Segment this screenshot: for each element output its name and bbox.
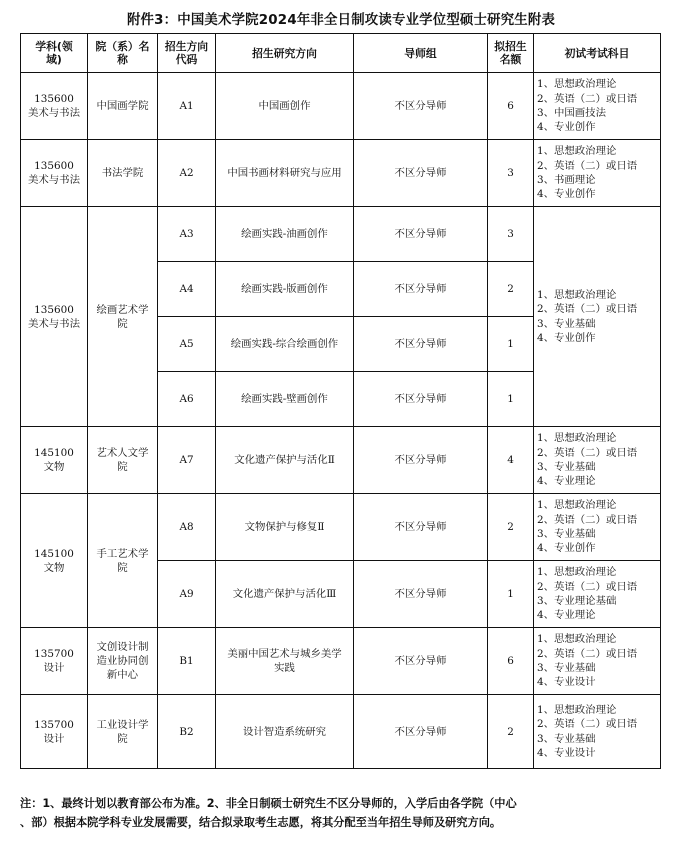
exam-cell: 1、思想政治理论 2、英语（二）或日语 3、专业基础 4、专业创作 [534, 494, 661, 561]
advisor-cell: 不区分导师 [354, 140, 488, 207]
table-row [21, 73, 661, 140]
exam-cell: 1、思想政治理论 2、英语（二）或日语 3、中国画技法 4、专业创作 [534, 73, 661, 140]
direction-cell: 设计智造系统研究 [216, 695, 354, 769]
code-cell: A5 [158, 317, 216, 372]
table-header-row [21, 34, 661, 73]
school-cell: 文创设计制 造业协同创 新中心 [88, 628, 158, 695]
quota-cell: 2 [488, 262, 534, 317]
header-school: 院（系）名 称 [88, 34, 158, 73]
direction-cell: 文化遗产保护与活化Ⅱ [216, 427, 354, 494]
table-row [21, 140, 661, 207]
subject-cell: 145100 文物 [21, 494, 88, 628]
admissions-table [20, 33, 661, 769]
header-direction: 招生研究方向 [216, 34, 354, 73]
table-row [21, 695, 661, 769]
subject-cell: 135600 美术与书法 [21, 140, 88, 207]
table-row [21, 494, 661, 561]
advisor-cell: 不区分导师 [354, 207, 488, 262]
advisor-cell: 不区分导师 [354, 628, 488, 695]
direction-cell: 绘画实践-壁画创作 [216, 372, 354, 427]
quota-cell: 4 [488, 427, 534, 494]
code-cell: A2 [158, 140, 216, 207]
advisor-cell: 不区分导师 [354, 372, 488, 427]
quota-cell: 6 [488, 73, 534, 140]
code-cell: A3 [158, 207, 216, 262]
advisor-cell: 不区分导师 [354, 262, 488, 317]
header-subject: 学科(领 域) [21, 34, 88, 73]
exam-cell: 1、思想政治理论 2、英语（二）或日语 3、专业基础 4、专业理论 [534, 427, 661, 494]
code-cell: A1 [158, 73, 216, 140]
footnote [20, 794, 664, 832]
subject-cell: 135600 美术与书法 [21, 207, 88, 427]
direction-cell: 文物保护与修复Ⅱ [216, 494, 354, 561]
advisor-cell: 不区分导师 [354, 317, 488, 372]
quota-cell: 3 [488, 207, 534, 262]
code-cell: A6 [158, 372, 216, 427]
code-cell: A9 [158, 561, 216, 628]
code-cell: A8 [158, 494, 216, 561]
footnote-line: 、部）根据本院学科专业发展需要，结合拟录取考生志愿，将其分配至当年招生导师及研究方向。 [20, 816, 502, 829]
direction-cell: 文化遗产保护与活化Ⅲ [216, 561, 354, 628]
direction-cell: 美丽中国艺术与城乡美学 实践 [216, 628, 354, 695]
advisor-cell: 不区分导师 [354, 695, 488, 769]
header-quota: 拟招生 名额 [488, 34, 534, 73]
quota-cell: 6 [488, 628, 534, 695]
direction-cell: 绘画实践-油画创作 [216, 207, 354, 262]
quota-cell: 1 [488, 561, 534, 628]
header-advisor: 导师组 [354, 34, 488, 73]
code-cell: A4 [158, 262, 216, 317]
direction-cell: 中国书画材料研究与应用 [216, 140, 354, 207]
exam-cell: 1、思想政治理论 2、英语（二）或日语 3、专业理论基础 4、专业理论 [534, 561, 661, 628]
exam-cell: 1、思想政治理论 2、英语（二）或日语 3、专业基础 4、专业创作 [534, 207, 661, 427]
subject-cell: 135600 美术与书法 [21, 73, 88, 140]
table-row [21, 427, 661, 494]
quota-cell: 2 [488, 494, 534, 561]
page-title: 附件3：中国美术学院2024年非全日制攻读专业学位型硕士研究生附表 [126, 13, 556, 28]
direction-cell: 中国画创作 [216, 73, 354, 140]
school-cell: 中国画学院 [88, 73, 158, 140]
code-cell: A7 [158, 427, 216, 494]
advisor-cell: 不区分导师 [354, 427, 488, 494]
subject-cell: 135700 设计 [21, 628, 88, 695]
quota-cell: 2 [488, 695, 534, 769]
table-row [21, 628, 661, 695]
subject-cell: 135700 设计 [21, 695, 88, 769]
footnote-line: 注：1、最终计划以教育部公布为准。2、非全日制硕士研究生不区分导师的，入学后由各学院（中心 [20, 797, 517, 810]
school-cell: 艺术人文学 院 [88, 427, 158, 494]
header-code: 招生方向 代码 [158, 34, 216, 73]
quota-cell: 1 [488, 372, 534, 427]
table-row [21, 207, 661, 262]
code-cell: B2 [158, 695, 216, 769]
code-cell: B1 [158, 628, 216, 695]
exam-cell: 1、思想政治理论 2、英语（二）或日语 3、专业基础 4、专业设计 [534, 695, 661, 769]
school-cell: 书法学院 [88, 140, 158, 207]
quota-cell: 3 [488, 140, 534, 207]
school-cell: 绘画艺术学 院 [88, 207, 158, 427]
direction-cell: 绘画实践-版画创作 [216, 262, 354, 317]
advisor-cell: 不区分导师 [354, 73, 488, 140]
exam-cell: 1、思想政治理论 2、英语（二）或日语 3、书画理论 4、专业创作 [534, 140, 661, 207]
header-exam: 初试考试科目 [534, 34, 661, 73]
subject-cell: 145100 文物 [21, 427, 88, 494]
direction-cell: 绘画实践-综合绘画创作 [216, 317, 354, 372]
exam-cell: 1、思想政治理论 2、英语（二）或日语 3、专业基础 4、专业设计 [534, 628, 661, 695]
school-cell: 工业设计学 院 [88, 695, 158, 769]
quota-cell: 1 [488, 317, 534, 372]
advisor-cell: 不区分导师 [354, 561, 488, 628]
school-cell: 手工艺术学 院 [88, 494, 158, 628]
advisor-cell: 不区分导师 [354, 494, 488, 561]
